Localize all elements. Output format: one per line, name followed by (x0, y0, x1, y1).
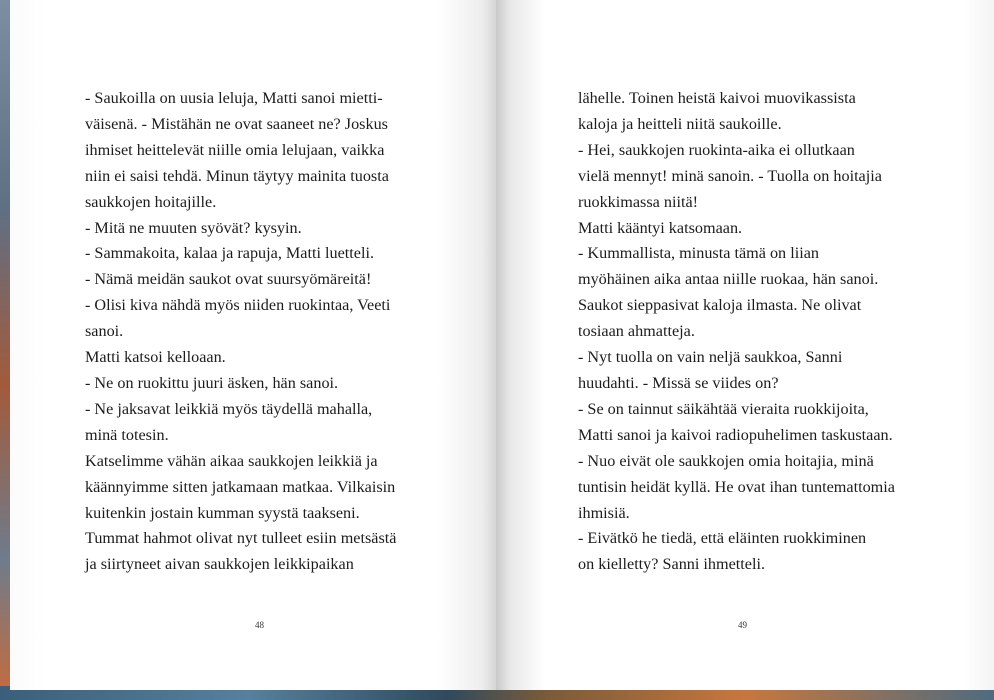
text-line: Katselimme vähän aikaa saukkojen leikkiä ja (85, 451, 378, 470)
text-line: on kielletty? Sanni ihmetteli. (578, 555, 766, 574)
text-line: väisenä. - Mistähän ne ovat saaneet ne? Joskus (85, 114, 388, 133)
background-edge-left (0, 0, 10, 700)
text-line: ihmiset heittelevät niille omia lelujaan, vaikka (85, 140, 385, 159)
text-line: Matti sanoi ja kaivoi radiopuhelimen taskustaan. (578, 425, 893, 444)
right-page-text (578, 86, 895, 578)
text-line: - Kummallista, minusta tämä on liian (578, 244, 819, 263)
text-line: käännyimme sitten jatkamaan matkaa. Vilkaisin (85, 477, 396, 496)
text-line: Saukot sieppasivat kaloja ilmasta. Ne olivat (578, 296, 862, 315)
left-page (10, 0, 496, 690)
text-line: - Eivätkö he tiedä, että eläinten ruokkiminen (578, 529, 867, 548)
text-line: minä totesin. (85, 425, 169, 444)
text-line: - Nuo eivät ole saukkojen omia hoitajia, minä (578, 451, 874, 470)
text-line: saukkojen hoitajille. (85, 192, 217, 211)
text-line: lähelle. Toinen heistä kaivoi muovikassista (578, 89, 856, 107)
text-line: - Se on tainnut säikähtää vieraita ruokkijoita, (578, 399, 869, 418)
text-line: Tummat hahmot olivat nyt tulleet esiin metsästä (85, 529, 397, 548)
text-line: kaloja ja heitteli niitä saukoille. (578, 114, 782, 133)
text-line: Matti kääntyi katsomaan. (578, 218, 743, 237)
text-line: ihmisiä. (578, 503, 630, 522)
text-line: - Mitä ne muuten syövät? kysyin. (85, 218, 302, 237)
text-line: Matti katsoi kelloaan. (85, 348, 226, 367)
text-line: - Nyt tuolla on vain neljä saukkoa, Sanni (578, 348, 843, 367)
text-line: niin ei saisi tehdä. Minun täytyy mainita tuosta (85, 166, 389, 185)
text-line: tuntisin heidät kyllä. He ovat ihan tuntemattomia (578, 477, 895, 496)
text-line: - Olisi kiva nähdä myös niiden ruokintaa, Veeti (85, 296, 391, 315)
right-page (496, 0, 994, 690)
text-line: kuitenkin jostain kumman syystä taakseni. (85, 503, 360, 522)
text-line: tosiaan ahmatteja. (578, 322, 695, 341)
text-line: sanoi. (85, 322, 124, 341)
text-line: vielä mennyt! minä sanoin. - Tuolla on hoitajia (578, 166, 882, 185)
text-line: - Sammakoita, kalaa ja rapuja, Matti luetteli. (85, 244, 375, 263)
text-line: huudahti. - Missä se viides on? (578, 373, 779, 392)
text-line: ruokkimassa niitä! (578, 192, 699, 211)
text-line: - Ne on ruokittu juuri äsken, hän sanoi. (85, 373, 339, 392)
text-line: - Nämä meidän saukot ovat suursyömäreitä! (85, 270, 372, 289)
left-page-text (85, 86, 396, 578)
text-line: - Saukoilla on uusia leluja, Matti sanoi mietti- (85, 89, 383, 107)
page-number-left: 48 (255, 620, 264, 630)
text-line: - Ne jaksavat leikkiä myös täydellä mahalla, (85, 399, 373, 418)
text-line: myöhäinen aika antaa niille ruokaa, hän sanoi. (578, 270, 879, 289)
page-number-right: 49 (738, 620, 747, 630)
text-line: - Hei, saukkojen ruokinta-aika ei ollutkaan (578, 140, 855, 159)
text-line: ja siirtyneet aivan saukkojen leikkipaikan (85, 555, 354, 574)
